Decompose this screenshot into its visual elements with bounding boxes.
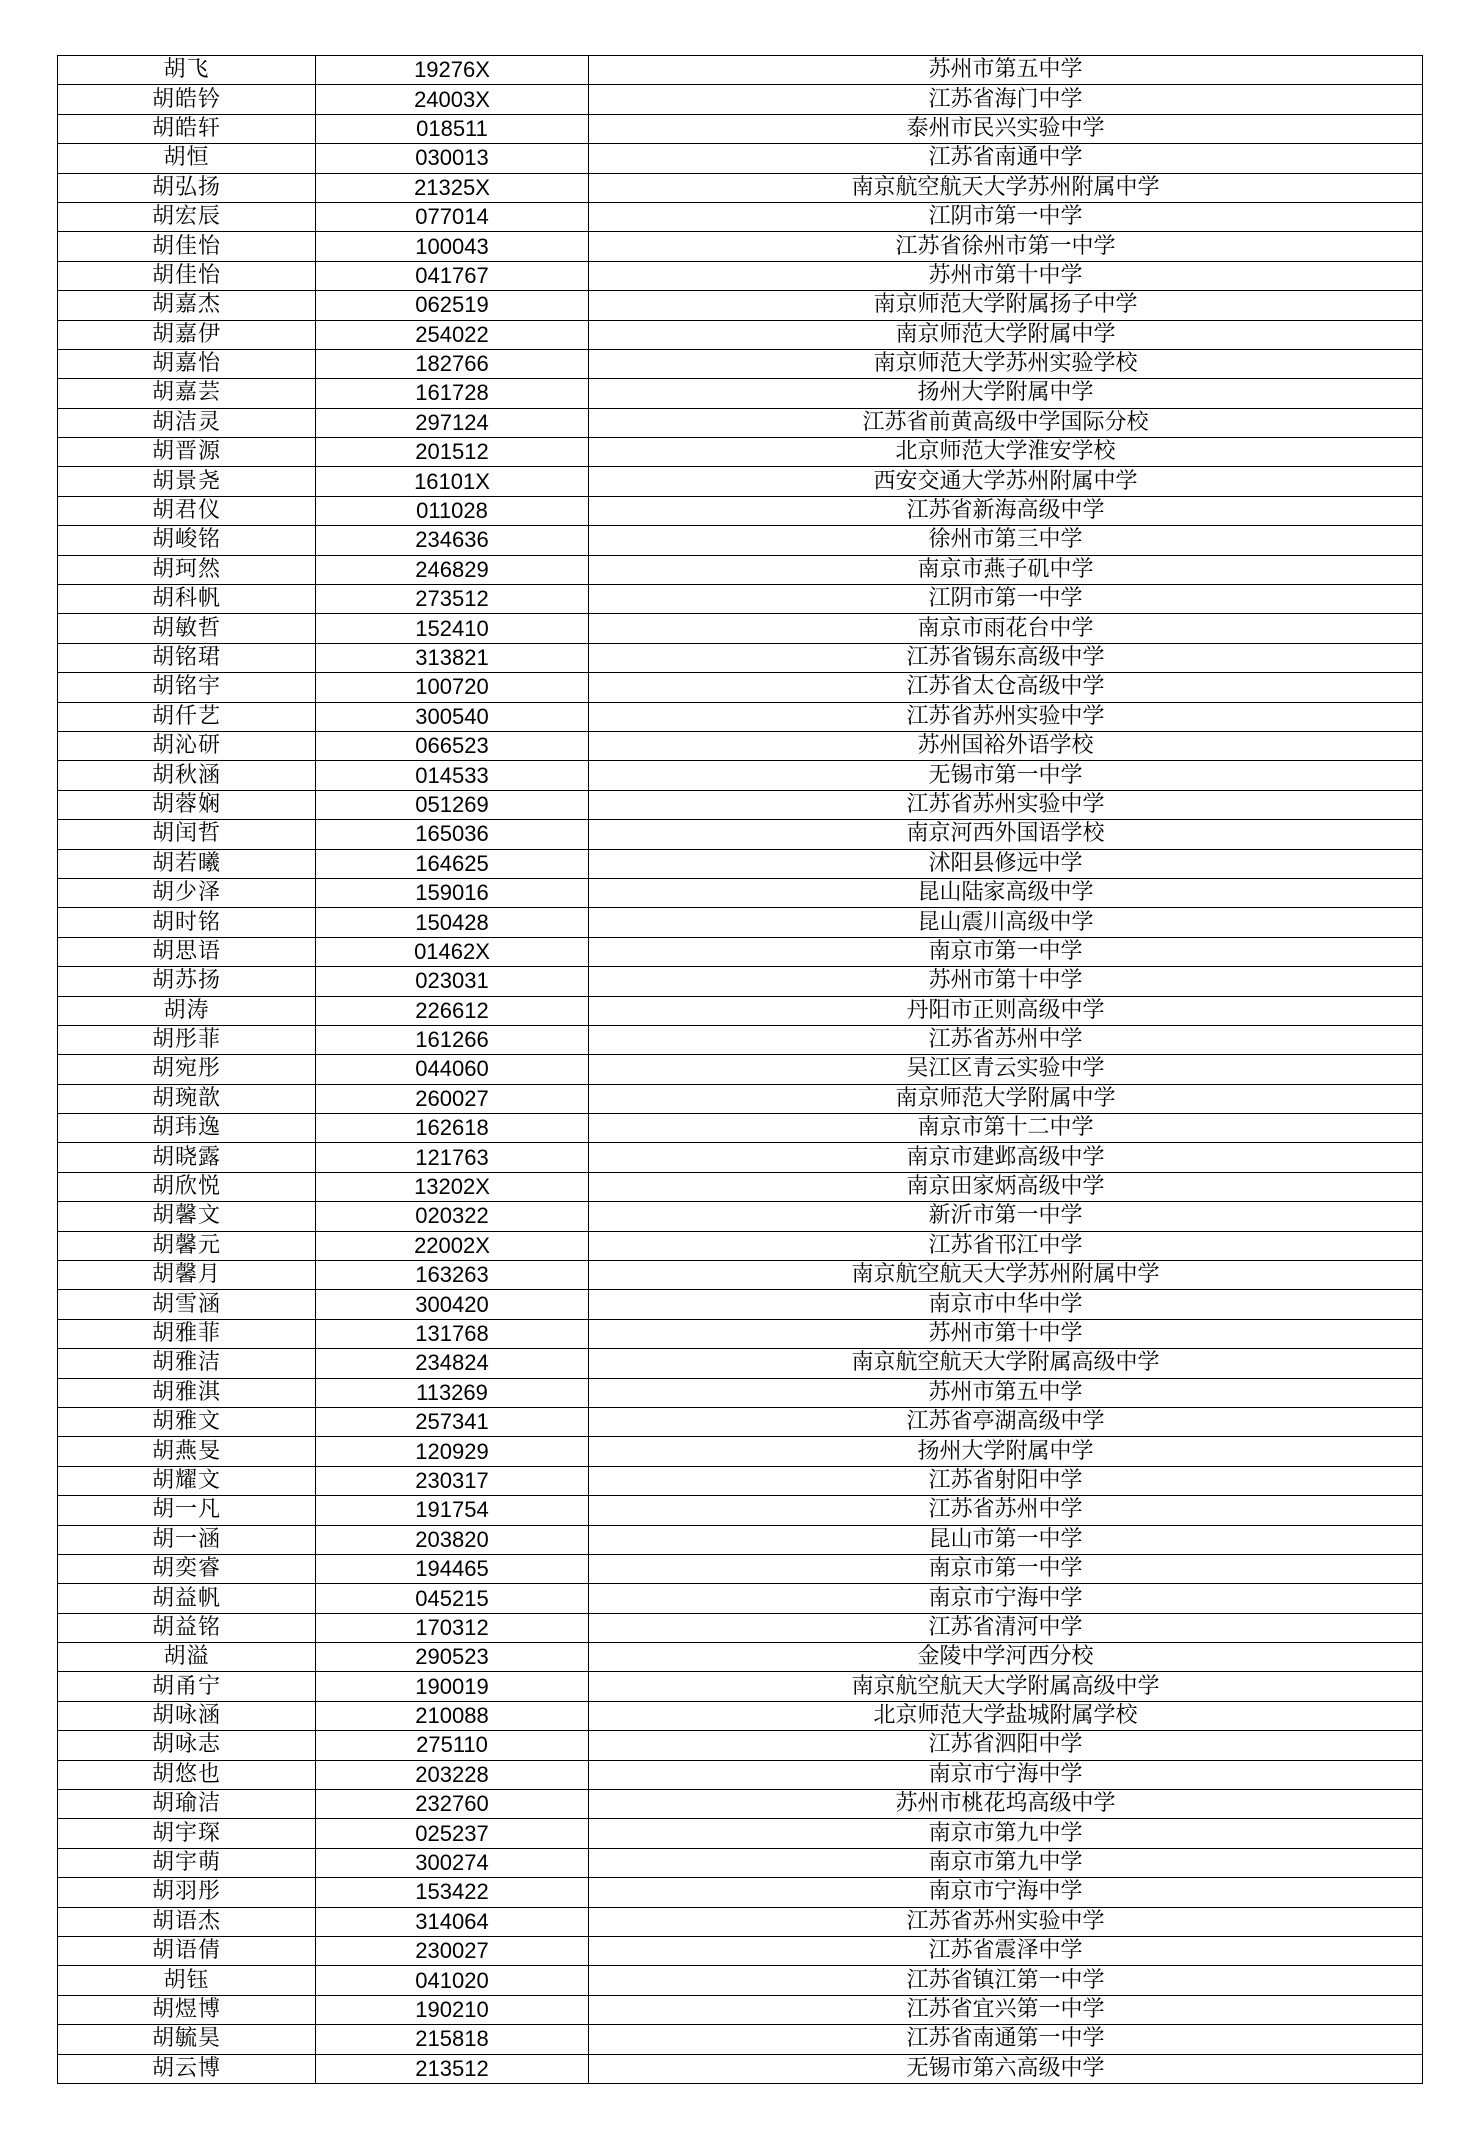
school-cell: 江苏省震泽中学 [589,1937,1423,1966]
id-number-cell: 16101X [316,467,589,496]
id-number-cell: 13202X [316,1172,589,1201]
name-cell: 胡秋涵 [58,761,316,790]
table-row [58,585,1423,614]
table-row [58,937,1423,966]
table-row [58,202,1423,231]
id-number-cell: 260027 [316,1084,589,1113]
name-cell: 胡恒 [58,144,316,173]
name-cell: 胡闰哲 [58,820,316,849]
name-cell: 胡馨元 [58,1231,316,1260]
id-number-cell: 275110 [316,1731,589,1760]
school-cell: 南京市宁海中学 [589,1760,1423,1789]
roster-table [57,55,1423,2084]
name-cell: 胡飞 [58,56,316,85]
school-cell: 南京市建邺高级中学 [589,1143,1423,1172]
table-row [58,1172,1423,1201]
school-cell: 南京市第一中学 [589,937,1423,966]
table-row [58,1084,1423,1113]
id-number-cell: 194465 [316,1554,589,1583]
table-row [58,1937,1423,1966]
name-cell: 胡奕睿 [58,1554,316,1583]
school-cell: 南京市第九中学 [589,1819,1423,1848]
id-number-cell: 226612 [316,996,589,1025]
school-cell: 苏州市第十中学 [589,1319,1423,1348]
table-row [58,996,1423,1025]
name-cell: 胡珂然 [58,555,316,584]
name-cell: 胡一凡 [58,1496,316,1525]
table-row [58,1701,1423,1730]
school-cell: 丹阳市正则高级中学 [589,996,1423,1025]
id-number-cell: 22002X [316,1231,589,1260]
name-cell: 胡甬宁 [58,1672,316,1701]
school-cell: 江苏省亭湖高级中学 [589,1407,1423,1436]
table-row [58,967,1423,996]
id-number-cell: 246829 [316,555,589,584]
name-cell: 胡钰 [58,1966,316,1995]
name-cell: 胡嘉怡 [58,349,316,378]
id-number-cell: 051269 [316,790,589,819]
name-cell: 胡涛 [58,996,316,1025]
school-cell: 江苏省海门中学 [589,85,1423,114]
name-cell: 胡咏志 [58,1731,316,1760]
table-row [58,1731,1423,1760]
school-cell: 江苏省泗阳中学 [589,1731,1423,1760]
id-number-cell: 159016 [316,878,589,907]
school-cell: 南京航空航天大学苏州附属中学 [589,1261,1423,1290]
table-row [58,1466,1423,1495]
table-row [58,85,1423,114]
id-number-cell: 232760 [316,1790,589,1819]
name-cell: 胡瑜洁 [58,1790,316,1819]
school-cell: 南京师范大学附属中学 [589,1084,1423,1113]
school-cell: 南京师范大学附属扬子中学 [589,291,1423,320]
table-row [58,1025,1423,1054]
school-cell: 南京田家炳高级中学 [589,1172,1423,1201]
id-number-cell: 041767 [316,261,589,290]
table-row [58,731,1423,760]
name-cell: 胡一涵 [58,1525,316,1554]
id-number-cell: 066523 [316,731,589,760]
table-row [58,1790,1423,1819]
id-number-cell: 257341 [316,1407,589,1436]
name-cell: 胡嘉伊 [58,320,316,349]
id-number-cell: 300420 [316,1290,589,1319]
school-cell: 江苏省邗江中学 [589,1231,1423,1260]
name-cell: 胡科帆 [58,585,316,614]
name-cell: 胡毓昊 [58,2025,316,2054]
table-row [58,291,1423,320]
school-cell: 南京航空航天大学附属高级中学 [589,1349,1423,1378]
table-row [58,232,1423,261]
id-number-cell: 230317 [316,1466,589,1495]
name-cell: 胡语杰 [58,1907,316,1936]
table-row [58,1378,1423,1407]
name-cell: 胡馨文 [58,1202,316,1231]
name-cell: 胡洁灵 [58,408,316,437]
school-cell: 江苏省镇江第一中学 [589,1966,1423,1995]
name-cell: 胡溢 [58,1643,316,1672]
table-row [58,1819,1423,1848]
id-number-cell: 170312 [316,1613,589,1642]
name-cell: 胡景尧 [58,467,316,496]
school-cell: 南京市第十二中学 [589,1114,1423,1143]
table-row [58,1407,1423,1436]
name-cell: 胡煜博 [58,1995,316,2024]
name-cell: 胡时铭 [58,908,316,937]
table-row [58,614,1423,643]
school-cell: 江苏省太仓高级中学 [589,673,1423,702]
name-cell: 胡云博 [58,2054,316,2083]
name-cell: 胡耀文 [58,1466,316,1495]
school-cell: 徐州市第三中学 [589,526,1423,555]
table-row [58,2025,1423,2054]
table-row [58,1907,1423,1936]
school-cell: 昆山市第一中学 [589,1525,1423,1554]
table-row [58,790,1423,819]
table-row [58,1290,1423,1319]
name-cell: 胡欣悦 [58,1172,316,1201]
id-number-cell: 297124 [316,408,589,437]
school-cell: 江苏省宜兴第一中学 [589,1995,1423,2024]
table-row [58,1554,1423,1583]
id-number-cell: 044060 [316,1055,589,1084]
name-cell: 胡皓钤 [58,85,316,114]
table-row [58,1995,1423,2024]
table-row [58,1114,1423,1143]
id-number-cell: 152410 [316,614,589,643]
school-cell: 南京师范大学附属中学 [589,320,1423,349]
id-number-cell: 190210 [316,1995,589,2024]
id-number-cell: 182766 [316,349,589,378]
school-cell: 无锡市第一中学 [589,761,1423,790]
table-row [58,1319,1423,1348]
name-cell: 胡嘉芸 [58,379,316,408]
school-cell: 南京市雨花台中学 [589,614,1423,643]
name-cell: 胡燕旻 [58,1437,316,1466]
name-cell: 胡玮逸 [58,1114,316,1143]
name-cell: 胡君仪 [58,496,316,525]
name-cell: 胡宛彤 [58,1055,316,1084]
school-cell: 江苏省苏州实验中学 [589,702,1423,731]
school-cell: 南京市宁海中学 [589,1878,1423,1907]
name-cell: 胡宏辰 [58,202,316,231]
school-cell: 苏州市第五中学 [589,1378,1423,1407]
id-number-cell: 164625 [316,849,589,878]
id-number-cell: 161266 [316,1025,589,1054]
table-row [58,1437,1423,1466]
table-row [58,908,1423,937]
school-cell: 北京师范大学淮安学校 [589,438,1423,467]
school-cell: 江苏省南通中学 [589,144,1423,173]
id-number-cell: 215818 [316,2025,589,2054]
school-cell: 苏州市第十中学 [589,967,1423,996]
table-row [58,1231,1423,1260]
roster-table-body [58,56,1423,2084]
name-cell: 胡弘扬 [58,173,316,202]
table-row [58,1613,1423,1642]
name-cell: 胡若曦 [58,849,316,878]
school-cell: 南京航空航天大学苏州附属中学 [589,173,1423,202]
table-row [58,56,1423,85]
table-row [58,761,1423,790]
id-number-cell: 100720 [316,673,589,702]
school-cell: 江苏省苏州实验中学 [589,1907,1423,1936]
name-cell: 胡苏扬 [58,967,316,996]
table-row [58,467,1423,496]
school-cell: 江苏省清河中学 [589,1613,1423,1642]
id-number-cell: 24003X [316,85,589,114]
id-number-cell: 300540 [316,702,589,731]
school-cell: 江苏省苏州中学 [589,1496,1423,1525]
name-cell: 胡晋源 [58,438,316,467]
school-cell: 吴江区青云实验中学 [589,1055,1423,1084]
table-row [58,1760,1423,1789]
table-row [58,1584,1423,1613]
table-row [58,1525,1423,1554]
table-row [58,2054,1423,2083]
id-number-cell: 161728 [316,379,589,408]
name-cell: 胡少泽 [58,878,316,907]
id-number-cell: 011028 [316,496,589,525]
name-cell: 胡雅文 [58,1407,316,1436]
name-cell: 胡宇琛 [58,1819,316,1848]
school-cell: 泰州市民兴实验中学 [589,114,1423,143]
id-number-cell: 045215 [316,1584,589,1613]
table-row [58,1261,1423,1290]
table-row [58,820,1423,849]
name-cell: 胡沁研 [58,731,316,760]
id-number-cell: 191754 [316,1496,589,1525]
name-cell: 胡彤菲 [58,1025,316,1054]
id-number-cell: 023031 [316,967,589,996]
name-cell: 胡蓉娴 [58,790,316,819]
id-number-cell: 014533 [316,761,589,790]
name-cell: 胡馨月 [58,1261,316,1290]
name-cell: 胡琬歆 [58,1084,316,1113]
table-row [58,320,1423,349]
id-number-cell: 018511 [316,114,589,143]
table-row [58,438,1423,467]
id-number-cell: 254022 [316,320,589,349]
id-number-cell: 163263 [316,1261,589,1290]
id-number-cell: 290523 [316,1643,589,1672]
name-cell: 胡雪涵 [58,1290,316,1319]
school-cell: 沭阳县修远中学 [589,849,1423,878]
table-row [58,526,1423,555]
id-number-cell: 273512 [316,585,589,614]
table-row [58,555,1423,584]
name-cell: 胡宇萌 [58,1848,316,1877]
id-number-cell: 150428 [316,908,589,937]
school-cell: 南京市第九中学 [589,1848,1423,1877]
school-cell: 南京市第一中学 [589,1554,1423,1583]
table-row [58,496,1423,525]
id-number-cell: 153422 [316,1878,589,1907]
id-number-cell: 314064 [316,1907,589,1936]
id-number-cell: 300274 [316,1848,589,1877]
id-number-cell: 077014 [316,202,589,231]
school-cell: 昆山陆家高级中学 [589,878,1423,907]
name-cell: 胡佳怡 [58,261,316,290]
school-cell: 南京市中华中学 [589,1290,1423,1319]
id-number-cell: 313821 [316,643,589,672]
table-row [58,673,1423,702]
table-row [58,408,1423,437]
id-number-cell: 020322 [316,1202,589,1231]
id-number-cell: 120929 [316,1437,589,1466]
id-number-cell: 234824 [316,1349,589,1378]
name-cell: 胡雅洁 [58,1349,316,1378]
school-cell: 金陵中学河西分校 [589,1643,1423,1672]
id-number-cell: 213512 [316,2054,589,2083]
id-number-cell: 162618 [316,1114,589,1143]
name-cell: 胡语倩 [58,1937,316,1966]
table-row [58,849,1423,878]
id-number-cell: 190019 [316,1672,589,1701]
school-cell: 江阴市第一中学 [589,585,1423,614]
name-cell: 胡雅菲 [58,1319,316,1348]
school-cell: 南京师范大学苏州实验学校 [589,349,1423,378]
name-cell: 胡晓露 [58,1143,316,1172]
table-row [58,702,1423,731]
id-number-cell: 01462X [316,937,589,966]
id-number-cell: 030013 [316,144,589,173]
school-cell: 南京市燕子矶中学 [589,555,1423,584]
id-number-cell: 203228 [316,1760,589,1789]
name-cell: 胡嘉杰 [58,291,316,320]
school-cell: 昆山震川高级中学 [589,908,1423,937]
name-cell: 胡仟艺 [58,702,316,731]
id-number-cell: 062519 [316,291,589,320]
id-number-cell: 210088 [316,1701,589,1730]
name-cell: 胡益帆 [58,1584,316,1613]
name-cell: 胡峻铭 [58,526,316,555]
table-row [58,1672,1423,1701]
school-cell: 苏州市第五中学 [589,56,1423,85]
id-number-cell: 131768 [316,1319,589,1348]
name-cell: 胡悠也 [58,1760,316,1789]
id-number-cell: 19276X [316,56,589,85]
name-cell: 胡铭珺 [58,643,316,672]
name-cell: 胡羽彤 [58,1878,316,1907]
id-number-cell: 025237 [316,1819,589,1848]
school-cell: 苏州市桃花坞高级中学 [589,1790,1423,1819]
school-cell: 江阴市第一中学 [589,202,1423,231]
school-cell: 南京河西外国语学校 [589,820,1423,849]
table-row [58,643,1423,672]
school-cell: 新沂市第一中学 [589,1202,1423,1231]
school-cell: 江苏省苏州实验中学 [589,790,1423,819]
id-number-cell: 201512 [316,438,589,467]
table-row [58,1878,1423,1907]
table-row [58,1643,1423,1672]
table-row [58,1055,1423,1084]
id-number-cell: 230027 [316,1937,589,1966]
school-cell: 西安交通大学苏州附属中学 [589,467,1423,496]
name-cell: 胡思语 [58,937,316,966]
name-cell: 胡皓轩 [58,114,316,143]
school-cell: 江苏省新海高级中学 [589,496,1423,525]
name-cell: 胡咏涵 [58,1701,316,1730]
table-row [58,1143,1423,1172]
name-cell: 胡雅淇 [58,1378,316,1407]
school-cell: 江苏省徐州市第一中学 [589,232,1423,261]
school-cell: 扬州大学附属中学 [589,379,1423,408]
name-cell: 胡佳怡 [58,232,316,261]
table-row [58,1966,1423,1995]
id-number-cell: 121763 [316,1143,589,1172]
school-cell: 南京市宁海中学 [589,1584,1423,1613]
school-cell: 苏州国裕外语学校 [589,731,1423,760]
table-row [58,144,1423,173]
table-row [58,878,1423,907]
school-cell: 北京师范大学盐城附属学校 [589,1701,1423,1730]
id-number-cell: 113269 [316,1378,589,1407]
name-cell: 胡敏哲 [58,614,316,643]
school-cell: 江苏省锡东高级中学 [589,643,1423,672]
table-row [58,114,1423,143]
school-cell: 江苏省射阳中学 [589,1466,1423,1495]
school-cell: 江苏省南通第一中学 [589,2025,1423,2054]
school-cell: 扬州大学附属中学 [589,1437,1423,1466]
name-cell: 胡益铭 [58,1613,316,1642]
school-cell: 南京航空航天大学附属高级中学 [589,1672,1423,1701]
school-cell: 无锡市第六高级中学 [589,2054,1423,2083]
school-cell: 苏州市第十中学 [589,261,1423,290]
table-row [58,173,1423,202]
id-number-cell: 234636 [316,526,589,555]
id-number-cell: 100043 [316,232,589,261]
table-row [58,261,1423,290]
table-row [58,1349,1423,1378]
table-row [58,379,1423,408]
id-number-cell: 21325X [316,173,589,202]
table-row [58,1496,1423,1525]
school-cell: 江苏省苏州中学 [589,1025,1423,1054]
school-cell: 江苏省前黄高级中学国际分校 [589,408,1423,437]
table-row [58,1848,1423,1877]
table-row [58,1202,1423,1231]
table-row [58,349,1423,378]
id-number-cell: 203820 [316,1525,589,1554]
id-number-cell: 041020 [316,1966,589,1995]
name-cell: 胡铭宇 [58,673,316,702]
id-number-cell: 165036 [316,820,589,849]
